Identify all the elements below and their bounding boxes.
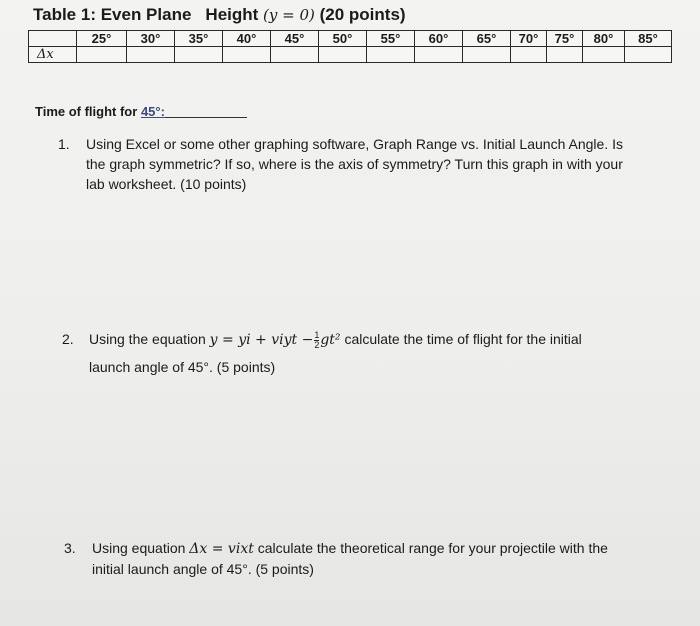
angle-header: 55° — [367, 31, 415, 47]
kinematic-equation-part-1: y = yi + viyt − — [209, 332, 314, 348]
range-equation: Δx = vixt — [189, 541, 254, 557]
angle-header: 75° — [547, 31, 583, 47]
time-of-flight-answer-blank[interactable] — [165, 117, 247, 118]
range-input-cell[interactable] — [77, 47, 127, 63]
question-number: 2. — [62, 331, 74, 347]
question-1 — [58, 134, 698, 198]
kinematic-equation-part-2: gt² — [320, 332, 341, 348]
range-input-cell[interactable] — [223, 47, 271, 63]
question-2-intro: Using the equation — [89, 331, 206, 347]
range-table — [28, 30, 672, 63]
range-input-cell[interactable] — [583, 47, 625, 63]
question-3-line-2: initial launch angle of 45°. (5 points) — [92, 561, 314, 577]
range-input-cell[interactable] — [367, 47, 415, 63]
question-1-line-1: Using Excel or some other graphing software, Graph Range vs. Initial Launch Angle. Is — [86, 136, 623, 152]
angle-header: 50° — [319, 31, 367, 47]
question-1-line-2: the graph symmetric? If so, where is the axis of symmetry? Turn this graph in with your — [86, 156, 623, 172]
angle-header: 30° — [127, 31, 175, 47]
angle-header: 40° — [223, 31, 271, 47]
range-input-cell[interactable] — [415, 47, 463, 63]
question-3-line-1 — [92, 538, 608, 559]
range-input-cell[interactable] — [547, 47, 583, 63]
angle-header: 65° — [463, 31, 511, 47]
question-3-intro: Using equation — [92, 540, 186, 556]
height-label: Height — [205, 5, 259, 24]
question-2 — [62, 329, 692, 379]
question-3-instruction: calculate the theoretical range for your projectile with the — [257, 540, 608, 556]
table-corner-cell — [29, 31, 77, 47]
question-3 — [64, 538, 694, 582]
range-input-cell[interactable] — [127, 47, 175, 63]
question-2-line-2: launch angle of 45°. (5 points) — [89, 359, 276, 375]
angle-header: 70° — [511, 31, 547, 47]
angle-header: 45° — [271, 31, 319, 47]
fraction-denominator: 2 — [314, 339, 320, 350]
angle-header: 25° — [77, 31, 127, 47]
table-header-row — [29, 31, 672, 47]
table-row — [29, 47, 672, 63]
table-title — [33, 5, 406, 25]
question-1-line-3: lab worksheet. (10 points) — [86, 176, 247, 192]
points-label: (20 points) — [319, 5, 406, 24]
time-of-flight-label: Time of flight for — [35, 104, 138, 119]
delta-x-label: Δx — [29, 47, 77, 63]
range-input-cell[interactable] — [271, 47, 319, 63]
angle-header: 80° — [583, 31, 625, 47]
question-number: 1. — [58, 136, 70, 152]
angle-header: 85° — [625, 31, 672, 47]
one-half-fraction — [314, 331, 319, 350]
question-2-instruction: calculate the time of flight for the initial — [344, 331, 582, 347]
range-input-cell[interactable] — [511, 47, 547, 63]
time-of-flight-line — [35, 104, 247, 119]
height-condition: (y = 0) — [263, 6, 315, 24]
angle-header: 60° — [415, 31, 463, 47]
question-number: 3. — [64, 540, 76, 556]
range-input-cell[interactable] — [175, 47, 223, 63]
question-2-line-1 — [89, 329, 582, 350]
range-input-cell[interactable] — [319, 47, 367, 63]
angle-header: 35° — [175, 31, 223, 47]
fraction-numerator: 1 — [314, 329, 320, 340]
table-title-text: Table 1: Even Plane — [33, 5, 192, 24]
time-of-flight-angle: 45°: — [140, 104, 165, 119]
range-input-cell[interactable] — [463, 47, 511, 63]
range-input-cell[interactable] — [625, 47, 672, 63]
